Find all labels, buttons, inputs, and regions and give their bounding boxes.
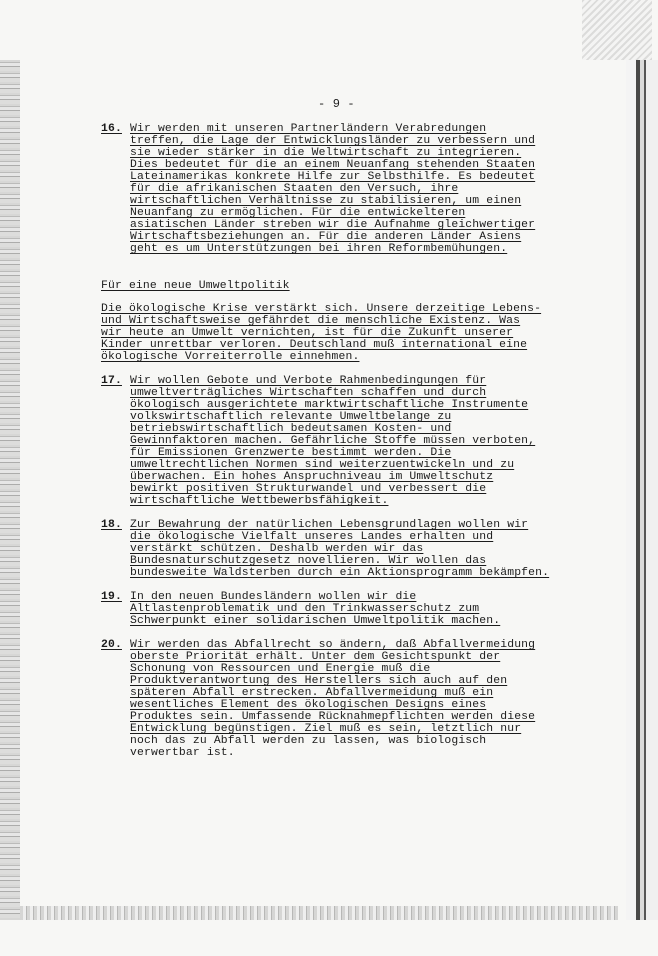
intro-line: und Wirtschaftsweise gefährdet die menschliche Existenz. Was <box>101 315 521 327</box>
paragraph-line: umweltrechtlichen Normen sind weiterzuentwickeln und zu <box>130 459 515 471</box>
paragraph-line: Lateinamerikas konkrete Hilfe zur Selbsthilfe. Es bedeutet <box>130 171 536 183</box>
paragraph-line: verwertbar ist. <box>130 747 235 759</box>
intro-line: ökologische Vorreiterrolle einnehmen. <box>101 351 360 363</box>
paragraph-line: verstärkt schützen. Deshalb werden wir das <box>130 543 424 555</box>
scan-edge-bottom <box>20 906 618 920</box>
paragraph-line: Dies bedeutet für die an einem Neuanfang stehenden Staaten <box>130 159 536 171</box>
paragraph-line: wirtschaftliche Wettbewerbsfähigkeit. <box>130 495 389 507</box>
paragraph-line: Zur Bewahrung der natürlichen Lebensgrundlagen wollen wir <box>130 519 529 531</box>
paragraph-line: wesentliches Element des ökologischen Designs eines <box>130 699 487 711</box>
paragraph-line: geht es um Unterstützungen bei ihren Reformbemühungen. <box>130 243 508 255</box>
paragraph-line: betriebswirtschaftlich bedeutsamen Kosten- und <box>130 423 452 435</box>
page-number: - 9 - <box>318 97 355 111</box>
paragraph-line: die ökologische Vielfalt unseres Landes erhalten und <box>130 531 494 543</box>
paragraph-line: Produktes sein. Umfassende Rücknahmepflichten werden diese <box>130 711 536 723</box>
paragraph-number: 20. <box>101 639 122 651</box>
paragraph-line: Wir werden das Abfallrecht so ändern, daß Abfallvermeidung <box>130 639 536 651</box>
paragraph-number: 16. <box>101 123 122 135</box>
paragraph-line: treffen, die Lage der Entwicklungsländer zu verbessern und <box>130 135 536 147</box>
paragraph-line: überwachen. Ein hohes Anspruchniveau im Umweltschutz <box>130 471 494 483</box>
paragraph-line: Schwerpunkt einer solidarischen Umweltpolitik machen. <box>130 615 501 627</box>
paragraph-line: volkswirtschaftlich relevante Umweltbelange zu <box>130 411 452 423</box>
paragraph-line: späteren Abfall erstrecken. Abfallvermeidung muß ein <box>130 687 494 699</box>
paragraph-line: Wirtschaftsbeziehungen an. Für die anderen Länder Asiens <box>130 231 522 243</box>
paragraph-line: für Emissionen Grenzwerte bestimmt werden. Die <box>130 447 452 459</box>
intro-line: wir heute an Umwelt vernichten, ist für die Zukunft unserer <box>101 327 514 339</box>
paragraph-number: 18. <box>101 519 122 531</box>
paragraph-line: noch das zu Abfall werden zu lassen, was biologisch <box>130 735 487 747</box>
paragraph-line: wirtschaftlichen Verhältnisse zu stabilisieren, um einen <box>130 195 522 207</box>
paragraph-line: Wir wollen Gebote und Verbote Rahmenbedingungen für <box>130 375 487 387</box>
paragraph-line: Neuanfang zu ermöglichen. Für die entwickelteren <box>130 207 466 219</box>
paragraph-line: In den neuen Bundesländern wollen wir die <box>130 591 417 603</box>
section-heading: Für eine neue Umweltpolitik <box>101 280 290 292</box>
paragraph-line: Wir werden mit unseren Partnerländern Verabredungen <box>130 123 487 135</box>
intro-line: Kinder unrettbar verloren. Deutschland muß international eine <box>101 339 528 351</box>
paragraph-line: Gewinnfaktoren machen. Gefährliche Stoffe müssen verboten, <box>130 435 536 447</box>
paragraph-line: oberste Priorität erhält. Unter dem Gesichtspunkt der <box>130 651 501 663</box>
scan-edge-left <box>0 60 20 920</box>
paragraph-number: 17. <box>101 375 122 387</box>
paragraph-line: sie wieder stärker in die Weltwirtschaft zu integrieren. <box>130 147 522 159</box>
paragraph-line: Bundesnaturschutzgesetz novellieren. Wir wollen das <box>130 555 487 567</box>
paragraph-line: Produktverantwortung des Herstellers sich auch auf den <box>130 675 508 687</box>
intro-line: Die ökologische Krise verstärkt sich. Unsere derzeitige Lebens- <box>101 303 542 315</box>
paragraph-line: Altlastenproblematik und den Trinkwasserschutz zum <box>130 603 480 615</box>
paragraph-line: bewirkt positiven Strukturwandel und verbessert die <box>130 483 487 495</box>
paragraph-line: bundesweite Waldsterben durch ein Aktionsprogramm bekämpfen. <box>130 567 550 579</box>
paragraph-line: asiatischen Länder streben wir die Aufnahme gleichwertiger <box>130 219 536 231</box>
paragraph-line: Schonung von Ressourcen und Energie muß die <box>130 663 431 675</box>
paragraph-line: Entwicklung begünstigen. Ziel muß es sein, letztlich nur <box>130 723 522 735</box>
scan-corner-top-right <box>582 0 652 60</box>
paragraph-line: für die afrikanischen Staaten den Versuch, ihre <box>130 183 459 195</box>
scan-edge-right <box>626 60 658 920</box>
paragraph-line: umweltverträgliches Wirtschaften schaffen und durch <box>130 387 487 399</box>
paragraph-line: ökologisch ausgerichtete marktwirtschaftliche Instrumente <box>130 399 529 411</box>
paragraph-number: 19. <box>101 591 122 603</box>
